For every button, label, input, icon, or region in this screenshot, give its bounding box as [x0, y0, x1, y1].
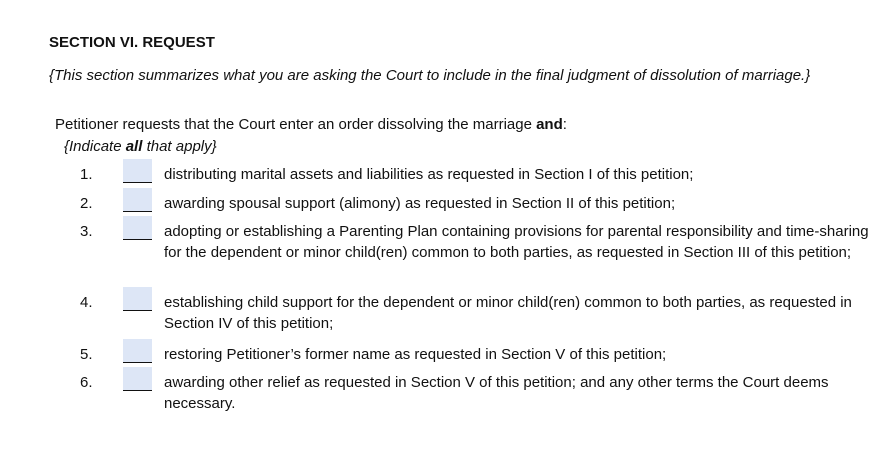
item-text: establishing child support for the dependent or minor child(ren) common to both parties, as requested in Section IV of this petition; [164, 294, 852, 332]
item-checkbox[interactable] [123, 287, 152, 311]
item-number: 6. [80, 374, 93, 391]
indicate-bold: all [125, 138, 143, 155]
item-checkbox[interactable] [123, 367, 152, 391]
item-checkbox[interactable] [123, 188, 152, 212]
indicate-before: {Indicate [64, 138, 126, 155]
item-checkbox[interactable] [123, 216, 152, 240]
item-checkbox[interactable] [123, 339, 152, 363]
item-number: 5. [80, 346, 93, 363]
item-number: 4. [80, 294, 93, 311]
item-text: adopting or establishing a Parenting Plan containing provisions for parental responsibility and time-sharing for the dependent or minor child(ren) common to both parties, as requested in Section III of this petition; [164, 223, 869, 261]
indicate-instruction [64, 138, 217, 155]
request-intro [55, 116, 567, 133]
indicate-after: that apply} [142, 138, 217, 155]
item-checkbox[interactable] [123, 159, 152, 183]
item-text: awarding spousal support (alimony) as requested in Section II of this petition; [164, 195, 676, 212]
section-summary: {This section summarizes what you are asking the Court to include in the final judgment of dissolution of marriage.} [49, 67, 811, 84]
intro-bold: and [536, 116, 563, 133]
intro-colon: : [562, 116, 567, 133]
intro-text: Petitioner requests that the Court enter an order dissolving the marriage [55, 116, 537, 133]
section-title: SECTION VI. REQUEST [49, 34, 215, 51]
item-text: restoring Petitioner’s former name as requested in Section V of this petition; [164, 346, 667, 363]
item-text: awarding other relief as requested in Section V of this petition; and any other terms the Court deems necessary. [164, 374, 829, 412]
item-number: 2. [80, 195, 93, 212]
item-number: 1. [80, 166, 93, 183]
item-text: distributing marital assets and liabilities as requested in Section I of this petition; [164, 166, 694, 183]
item-number: 3. [80, 223, 93, 240]
